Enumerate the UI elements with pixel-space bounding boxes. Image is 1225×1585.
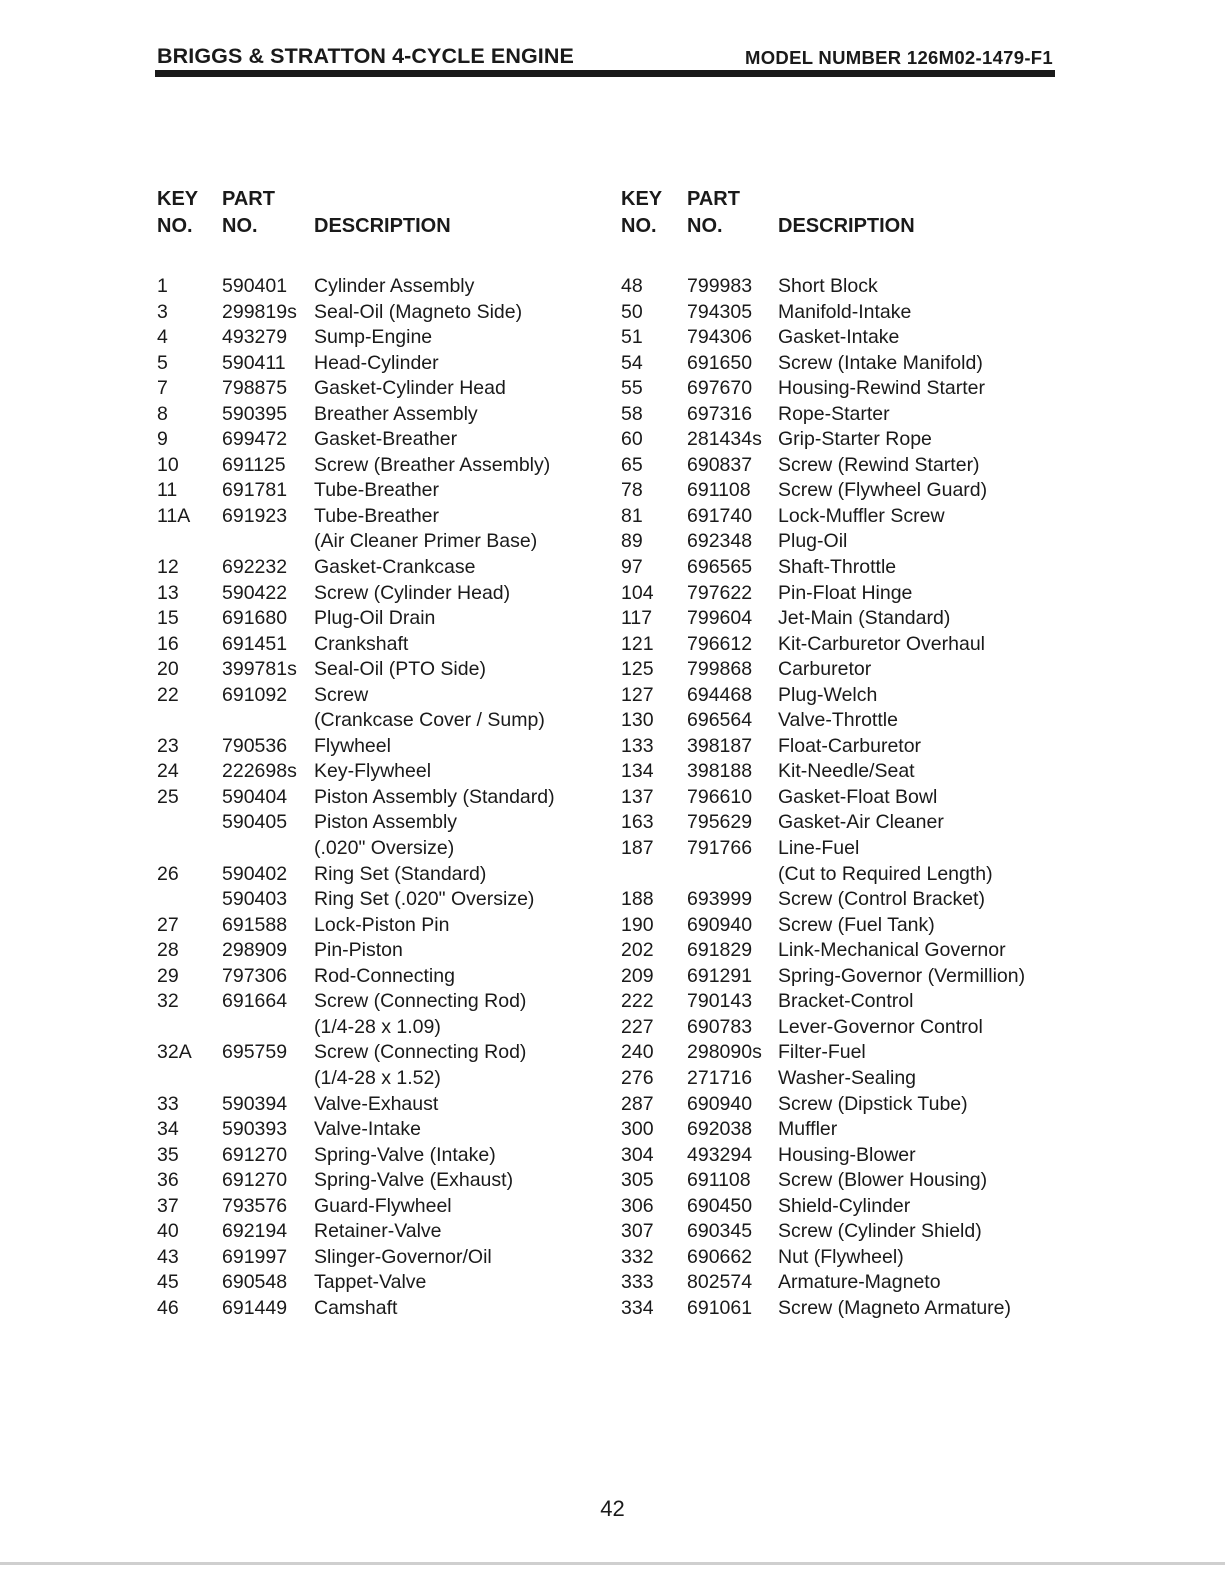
part-no-cell: 691061 [687,1296,753,1319]
key-no-cell: 28 [157,939,179,962]
description-cell: Carburetor [778,658,872,681]
part-no-cell: 695759 [222,1041,288,1064]
page-title: BRIGGS & STRATTON 4-CYCLE ENGINE [157,44,574,68]
description-cell: Head-Cylinder [314,351,439,374]
key-no-cell: 333 [621,1271,654,1294]
description-cell: (Air Cleaner Primer Base) [314,530,538,553]
description-cell: Short Block [778,275,878,297]
key-no-cell: 24 [157,760,179,783]
part-no-cell: 699472 [222,428,288,451]
description-cell: Housing-Blower [778,1143,916,1166]
key-no-cell: 48 [621,275,643,297]
description-cell: Valve-Intake [314,1118,421,1141]
part-no-cell: 690450 [687,1194,753,1217]
key-no-cell: 134 [621,760,654,783]
key-no-cell: 121 [621,632,654,655]
description-cell: Gasket-Float Bowl [778,785,938,808]
part-no-cell: 298909 [222,939,288,962]
key-no-cell: 97 [621,556,643,579]
description-cell: Ring Set (.020" Oversize) [314,888,535,911]
part-no-cell: 590402 [222,862,288,885]
part-no-cell: 493279 [222,326,288,349]
key-no-cell: 127 [621,683,654,706]
part-no-cell: 690940 [687,1092,753,1115]
description-cell: Plug-Welch [778,683,878,706]
description-cell: (Crankcase Cover / Sump) [314,709,545,732]
key-no-cell: 305 [621,1169,654,1192]
description-header: DESCRIPTION [314,215,451,237]
key-no-cell: 130 [621,709,654,732]
part-no-cell: 799983 [687,275,753,297]
description-cell: Filter-Fuel [778,1041,866,1064]
key-no-cell: 8 [157,402,168,425]
key-no-cell: 13 [157,581,179,604]
key-no-cell: 36 [157,1169,179,1192]
description-cell: Screw (Fuel Tank) [778,913,935,936]
description-cell: Screw (Intake Manifold) [778,351,983,374]
part-no-cell: 398188 [687,760,753,783]
description-cell: Float-Carburetor [778,734,922,757]
description-cell: Lock-Muffler Screw [778,504,945,527]
part-no-cell: 790143 [687,990,753,1013]
description-cell: Link-Mechanical Governor [778,939,1006,962]
part-no-cell: 692038 [687,1118,753,1141]
description-cell: Lock-Piston Pin [314,913,450,936]
key-no-cell: 163 [621,811,654,834]
part-no-cell: 691680 [222,607,288,630]
key-no-cell: 334 [621,1296,654,1319]
part-header-line1: PART [222,188,275,210]
description-cell: Screw (Rewind Starter) [778,453,980,476]
part-no-cell: 690345 [687,1220,753,1243]
description-cell: Screw (Blower Housing) [778,1169,988,1192]
key-no-cell: 15 [157,607,179,630]
description-cell: (.020" Oversize) [314,837,455,860]
part-no-cell: 691270 [222,1143,288,1166]
description-cell: Ring Set (Standard) [314,862,487,885]
part-no-cell: 791766 [687,837,753,860]
key-no-cell: 187 [621,837,654,860]
key-no-cell: 209 [621,964,654,987]
description-cell: (1/4-28 x 1.09) [314,1015,441,1038]
description-cell: Manifold-Intake [778,300,912,323]
part-no-cell: 691997 [222,1245,288,1268]
part-no-cell: 590395 [222,402,288,425]
part-no-cell: 794306 [687,326,753,349]
part-no-cell: 691650 [687,351,753,374]
key-no-cell: 29 [157,964,179,987]
description-cell: Line-Fuel [778,837,860,860]
part-no-cell: 799868 [687,658,753,681]
description-cell: Screw (Connecting Rod) [314,1041,527,1064]
description-cell: Gasket-Cylinder Head [314,377,506,400]
description-cell: Gasket-Breather [314,428,458,451]
description-cell: (1/4-28 x 1.52) [314,1066,441,1089]
key-no-cell: 117 [621,607,653,630]
key-no-cell: 46 [157,1296,179,1319]
part-no-cell: 590405 [222,811,288,834]
page-number: 42 [600,1496,625,1521]
key-header-line1: KEY [621,188,663,210]
key-no-cell: 22 [157,683,179,706]
key-no-cell: 81 [621,504,643,527]
description-cell: Screw (Breather Assembly) [314,453,551,476]
part-no-cell: 692232 [222,556,288,579]
part-no-cell: 794305 [687,300,753,323]
description-cell: Piston Assembly (Standard) [314,785,555,808]
key-no-cell: 4 [157,326,168,349]
part-no-cell: 691449 [222,1296,288,1319]
part-no-cell: 590404 [222,785,288,808]
description-cell: Screw (Flywheel Guard) [778,479,988,502]
part-no-cell: 799604 [687,607,753,630]
key-no-cell: 10 [157,453,179,476]
description-cell: Cylinder Assembly [314,275,475,297]
key-no-cell: 27 [157,913,179,936]
part-no-cell: 692194 [222,1220,288,1243]
part-no-cell: 590394 [222,1092,288,1115]
key-no-cell: 32 [157,990,179,1013]
key-no-cell: 104 [621,581,654,604]
description-cell: Rod-Connecting [314,964,455,987]
key-no-cell: 11 [157,479,178,502]
description-cell: Key-Flywheel [314,760,432,783]
description-cell: Plug-Oil [778,530,848,553]
description-cell: Tube-Breather [314,504,440,527]
description-cell: Crankshaft [314,632,409,655]
part-no-cell: 690662 [687,1245,753,1268]
key-no-cell: 137 [621,785,654,808]
description-cell: Shaft-Throttle [778,556,897,579]
description-cell: Jet-Main (Standard) [778,607,951,630]
description-cell: Valve-Throttle [778,709,898,732]
part-no-cell: 299819s [222,300,297,323]
key-no-cell: 35 [157,1143,179,1166]
key-no-cell: 50 [621,300,643,323]
description-cell: Retainer-Valve [314,1220,442,1243]
key-no-cell: 16 [157,632,179,655]
description-cell: Screw (Cylinder Head) [314,581,511,604]
part-no-cell: 691740 [687,504,753,527]
key-no-cell: 240 [621,1041,654,1064]
description-cell: Spring-Governor (Vermillion) [778,964,1026,987]
description-cell: Screw [314,683,369,706]
scan-edge-divider [0,1562,1225,1565]
key-no-cell: 9 [157,428,168,451]
key-no-cell: 65 [621,453,643,476]
key-no-cell: 55 [621,377,643,400]
description-cell: Gasket-Crankcase [314,556,476,579]
description-cell: Spring-Valve (Exhaust) [314,1169,514,1192]
key-no-cell: 190 [621,913,654,936]
description-cell: Nut (Flywheel) [778,1245,904,1268]
key-header-line1: KEY [157,188,199,210]
description-cell: Screw (Connecting Rod) [314,990,527,1013]
part-no-cell: 690940 [687,913,753,936]
description-cell: Flywheel [314,734,391,757]
description-cell: Screw (Cylinder Shield) [778,1220,982,1243]
part-no-cell: 795629 [687,811,753,834]
description-cell: Bracket-Control [778,990,914,1013]
part-no-cell: 281434s [687,428,762,451]
part-no-cell: 691291 [687,964,753,987]
part-no-cell: 590403 [222,888,288,911]
description-cell: Armature-Magneto [778,1271,941,1294]
description-cell: Kit-Needle/Seat [778,760,915,783]
description-cell: Guard-Flywheel [314,1194,452,1217]
part-no-cell: 398187 [687,734,753,757]
part-no-cell: 590422 [222,581,288,604]
key-no-cell: 25 [157,785,179,808]
description-cell: Slinger-Governor/Oil [314,1245,492,1268]
key-no-cell: 227 [621,1015,654,1038]
description-cell: Screw (Control Bracket) [778,888,985,911]
description-cell: Tube-Breather [314,479,440,502]
key-no-cell: 20 [157,658,179,681]
part-no-cell: 691923 [222,504,288,527]
description-cell: Pin-Piston [314,939,403,962]
part-no-cell: 222698s [222,760,297,783]
part-no-cell: 790536 [222,734,288,757]
key-no-cell: 40 [157,1220,179,1243]
part-no-cell: 271716 [687,1066,753,1089]
description-cell: Plug-Oil Drain [314,607,436,630]
key-no-cell: 332 [621,1245,654,1268]
part-no-cell: 690548 [222,1271,288,1294]
key-no-cell: 43 [157,1245,179,1268]
key-no-cell: 34 [157,1118,179,1141]
part-no-cell: 693999 [687,888,753,911]
part-no-cell: 697670 [687,377,753,400]
part-no-cell: 691451 [222,632,288,655]
part-no-cell: 691125 [222,453,286,476]
description-cell: Tappet-Valve [314,1271,427,1294]
description-cell: Muffler [778,1118,838,1141]
key-no-cell: 33 [157,1092,179,1115]
part-no-cell: 796612 [687,632,753,655]
part-no-cell: 691829 [687,939,753,962]
key-no-cell: 287 [621,1092,654,1115]
description-cell: Washer-Sealing [778,1066,917,1089]
key-no-cell: 125 [621,658,654,681]
description-cell: Shield-Cylinder [778,1194,911,1217]
description-header: DESCRIPTION [778,215,915,237]
part-no-cell: 690783 [687,1015,753,1038]
description-cell: Housing-Rewind Starter [778,377,986,400]
key-no-cell: 51 [621,326,643,349]
description-cell: Valve-Exhaust [314,1092,439,1115]
description-cell: Pin-Float Hinge [778,581,913,604]
description-cell: Gasket-Air Cleaner [778,811,944,834]
part-no-cell: 696564 [687,709,753,732]
model-number: MODEL NUMBER 126M02-1479-F1 [745,47,1053,68]
description-cell: Spring-Valve (Intake) [314,1143,496,1166]
part-no-cell: 590411 [222,351,286,374]
description-cell: Breather Assembly [314,402,478,425]
description-cell: Sump-Engine [314,326,433,349]
part-no-cell: 399781s [222,658,297,681]
part-no-cell: 797306 [222,964,288,987]
header-rule [155,70,1055,77]
description-cell: Seal-Oil (Magneto Side) [314,300,523,323]
part-no-cell: 796610 [687,785,753,808]
key-header-line2: NO. [621,215,657,237]
part-no-cell: 691588 [222,913,288,936]
part-no-cell: 802574 [687,1271,753,1294]
key-no-cell: 300 [621,1118,654,1141]
key-no-cell: 307 [621,1220,654,1243]
part-no-cell: 691781 [222,479,288,502]
key-no-cell: 306 [621,1194,654,1217]
key-header-line2: NO. [157,215,193,237]
key-no-cell: 26 [157,862,179,885]
key-no-cell: 133 [621,734,654,757]
part-no-cell: 590393 [222,1118,288,1141]
key-no-cell: 60 [621,428,643,451]
part-no-cell: 793576 [222,1194,288,1217]
part-no-cell: 691108 [687,479,751,502]
key-no-cell: 276 [621,1066,654,1089]
part-no-cell: 690837 [687,453,753,476]
part-no-cell: 697316 [687,402,753,425]
description-cell: Screw (Dipstick Tube) [778,1092,968,1115]
key-no-cell: 304 [621,1143,654,1166]
part-header-line2: NO. [687,215,723,237]
description-cell: Lever-Governor Control [778,1015,983,1038]
part-no-cell: 798875 [222,377,288,400]
part-no-cell: 691092 [222,683,288,706]
key-no-cell: 11A [157,504,191,527]
key-no-cell: 58 [621,402,643,425]
part-no-cell: 691108 [687,1169,751,1192]
description-cell: Seal-Oil (PTO Side) [314,658,486,681]
key-no-cell: 12 [157,556,179,579]
description-cell: (Cut to Required Length) [778,862,993,885]
description-cell: Camshaft [314,1296,398,1319]
description-cell: Piston Assembly [314,811,458,834]
key-no-cell: 54 [621,351,643,374]
key-no-cell: 89 [621,530,643,553]
description-cell: Kit-Carburetor Overhaul [778,632,985,655]
key-no-cell: 1 [157,275,168,297]
part-no-cell: 691270 [222,1169,288,1192]
key-no-cell: 188 [621,888,654,911]
key-no-cell: 5 [157,351,168,374]
key-no-cell: 32A [157,1041,192,1064]
key-no-cell: 3 [157,300,168,323]
key-no-cell: 37 [157,1194,179,1217]
key-no-cell: 7 [157,377,168,400]
part-no-cell: 692348 [687,530,753,553]
part-header-line1: PART [687,188,740,210]
part-no-cell: 797622 [687,581,753,604]
key-no-cell: 222 [621,990,654,1013]
part-no-cell: 493294 [687,1143,753,1166]
key-no-cell: 23 [157,734,179,757]
part-no-cell: 694468 [687,683,753,706]
part-no-cell: 298090s [687,1041,762,1064]
part-header-line2: NO. [222,215,258,237]
description-cell: Gasket-Intake [778,326,900,349]
key-no-cell: 202 [621,939,654,962]
description-cell: Screw (Magneto Armature) [778,1296,1012,1319]
description-cell: Grip-Starter Rope [778,428,932,451]
key-no-cell: 78 [621,479,643,502]
part-no-cell: 590401 [222,275,288,297]
part-no-cell: 691664 [222,990,288,1013]
description-cell: Rope-Starter [778,402,890,425]
part-no-cell: 696565 [687,556,753,579]
key-no-cell: 45 [157,1271,179,1294]
